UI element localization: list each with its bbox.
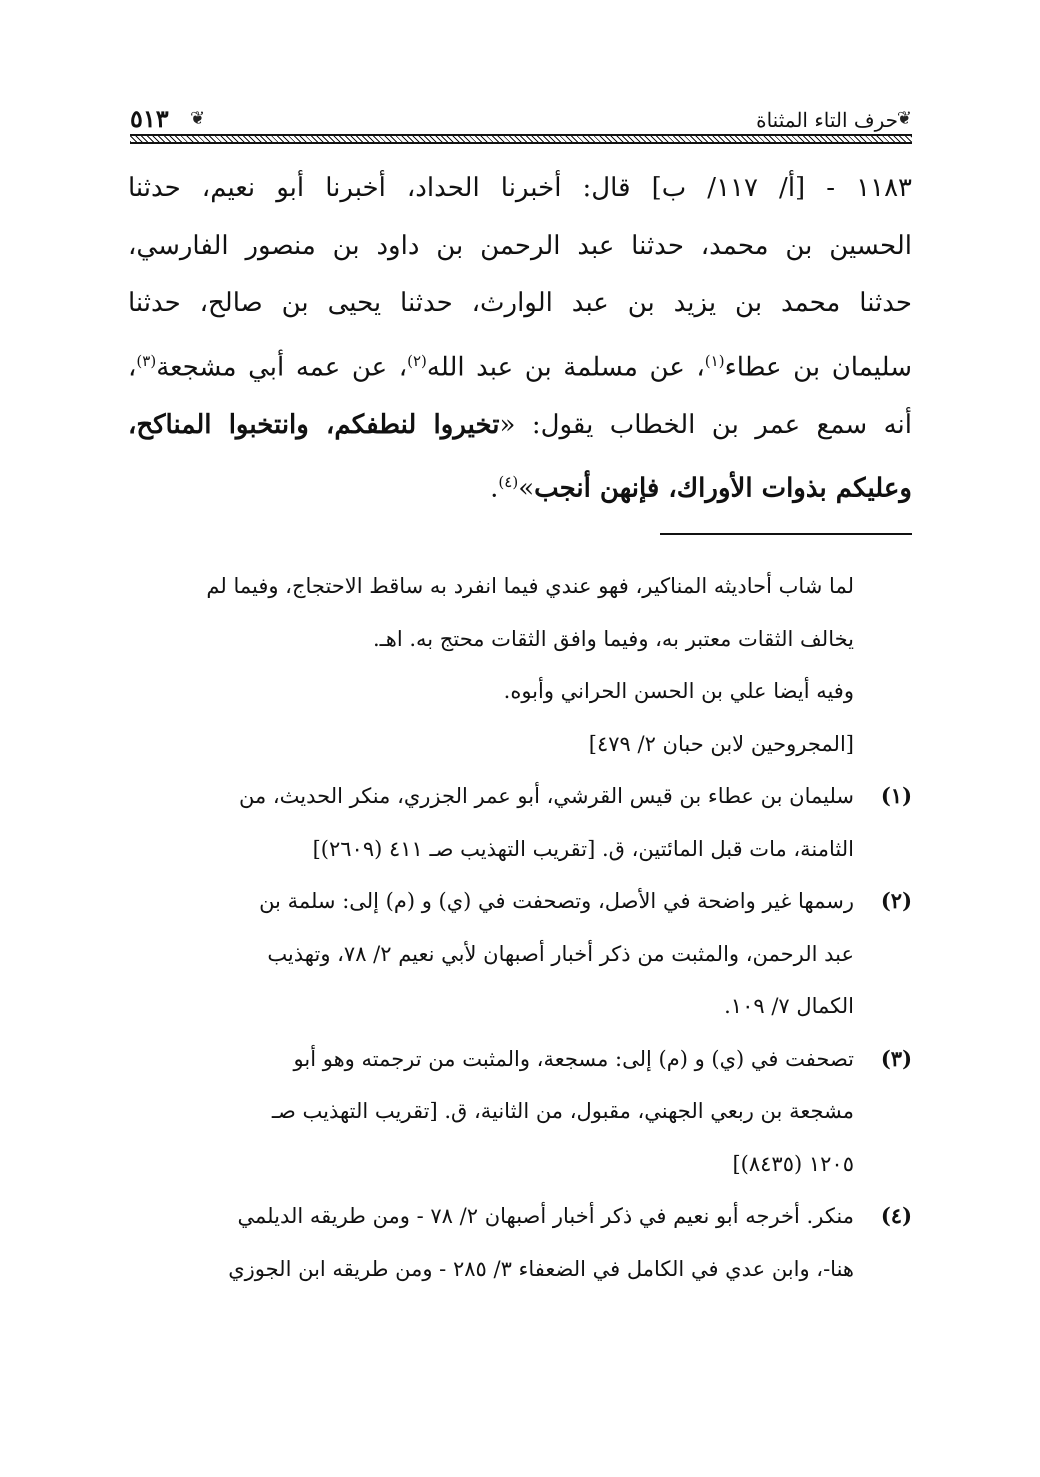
narrator-text: ، عن مسلمة بن عبد الله bbox=[426, 352, 705, 383]
hadith-line bbox=[128, 333, 912, 397]
narration-intro: أنه سمع عمر بن الخطاب يقول: « bbox=[499, 409, 912, 440]
footnote-ref: (٤) bbox=[498, 473, 519, 492]
note-line: تصحفت في (ي) و (م) إلى: مسجعة، والمثبت من ترجمته وهو أبو bbox=[293, 1046, 854, 1071]
note-line: ١٢٠٥ (٨٤٣٥)] bbox=[732, 1151, 854, 1176]
hadith-line bbox=[128, 454, 912, 518]
note-line: منكر. أخرجه أبو نعيم في ذكر أخبار أصبهان ٢/ ٧٨ - ومن طريقه الديلمي bbox=[237, 1204, 854, 1228]
note-line: وفيه أيضا علي بن الحسن الحراني وأبوه. bbox=[503, 679, 854, 703]
narrator-text: سليمان بن عطاء bbox=[724, 352, 912, 383]
punctuation: ، bbox=[128, 352, 137, 383]
note-line: رسمها غير واضحة في الأصل، وتصحفت في (ي) و (م) إلى: سلمة بن bbox=[259, 889, 854, 913]
note-line: لما شاب أحاديثه المناكير، فهو عندي فيما انفرد به ساقط الاحتجاج، وفيما لم bbox=[206, 574, 854, 598]
note-line: هنا-، وابن عدي في الكامل في الضعفاء ٣/ ٢٨٥ - ومن طريقه ابن الجوزي bbox=[228, 1256, 854, 1281]
ornament-icon: ❦ bbox=[190, 108, 206, 129]
narrator-text: ، عن عمه أبي مشجعة bbox=[156, 352, 408, 383]
footnote-number: (٢) bbox=[880, 888, 912, 913]
footnote-separator bbox=[660, 533, 912, 535]
note-line: الكمال ٧/ ١٠٩. bbox=[724, 994, 854, 1018]
note-line: [المجروحين لابن حبان ٢/ ٤٧٩] bbox=[588, 731, 854, 756]
chapter-title: حرف التاء المثناة bbox=[756, 108, 898, 132]
footnote-number: (٤) bbox=[880, 1203, 912, 1228]
running-header bbox=[130, 104, 912, 138]
hadith-matn: تخيروا لنطفكم، وانتخبوا المناكح، bbox=[128, 409, 500, 440]
punctuation: » bbox=[518, 473, 535, 504]
footnotes bbox=[128, 560, 912, 1295]
hadith-line bbox=[128, 397, 912, 455]
footnote-3 bbox=[128, 1033, 912, 1191]
hadith-line: الحسين بن محمد، حدثنا عبد الرحمن بن داود بن منصور الفارسي، bbox=[128, 230, 912, 261]
note-line: سليمان بن عطاء بن قيس القرشي، أبو عمر الجزري، منكر الحديث، من bbox=[238, 784, 854, 808]
footnote-2 bbox=[128, 875, 912, 1033]
footnote-number: (٣) bbox=[880, 1045, 912, 1071]
footnote-ref: (١) bbox=[704, 351, 725, 370]
footnote-4 bbox=[128, 1190, 912, 1295]
hadith-line: حدثنا محمد بن يزيد بن عبد الوارث، حدثنا يحيى بن صالح، حدثنا bbox=[128, 288, 912, 318]
note-line: مشجعة بن ربعي الجهني، مقبول، من الثانية، ق. [تقريب التهذيب صـ bbox=[271, 1099, 854, 1123]
footnote-ref: (٢) bbox=[407, 351, 427, 370]
footnote-number: (١) bbox=[880, 783, 912, 808]
ornament-icon: ❦ bbox=[896, 108, 912, 129]
hadith-matn: وعليكم بذوات الأوراك، فإنهن أنجب bbox=[534, 473, 912, 504]
header-rule bbox=[130, 134, 912, 144]
footnote-ref: (٣) bbox=[136, 351, 157, 370]
note-line: يخالف الثقات معتبر به، وفيما وافق الثقات محتج به. اهـ. bbox=[372, 626, 854, 651]
hadith-text bbox=[128, 160, 912, 518]
footnote-1 bbox=[128, 770, 912, 875]
note-line: عبد الرحمن، والمثبت من ذكر أخبار أصبهان لأبي نعيم ٢/ ٧٨، وتهذيب bbox=[267, 941, 854, 966]
note-line: الثامنة، مات قبل المائتين، ق. [تقريب التهذيب صـ ٤١١ (٢٦٠٩)] bbox=[312, 836, 854, 861]
hadith-line: ١١٨٣ - [أ/ ١١٧/ ب] قال: أخبرنا الحداد، أخبرنا أبو نعيم، حدثنا bbox=[128, 173, 912, 203]
punctuation: . bbox=[490, 473, 499, 504]
page-number: ٥١٣ bbox=[130, 104, 169, 133]
footnote-continuation bbox=[128, 560, 912, 770]
